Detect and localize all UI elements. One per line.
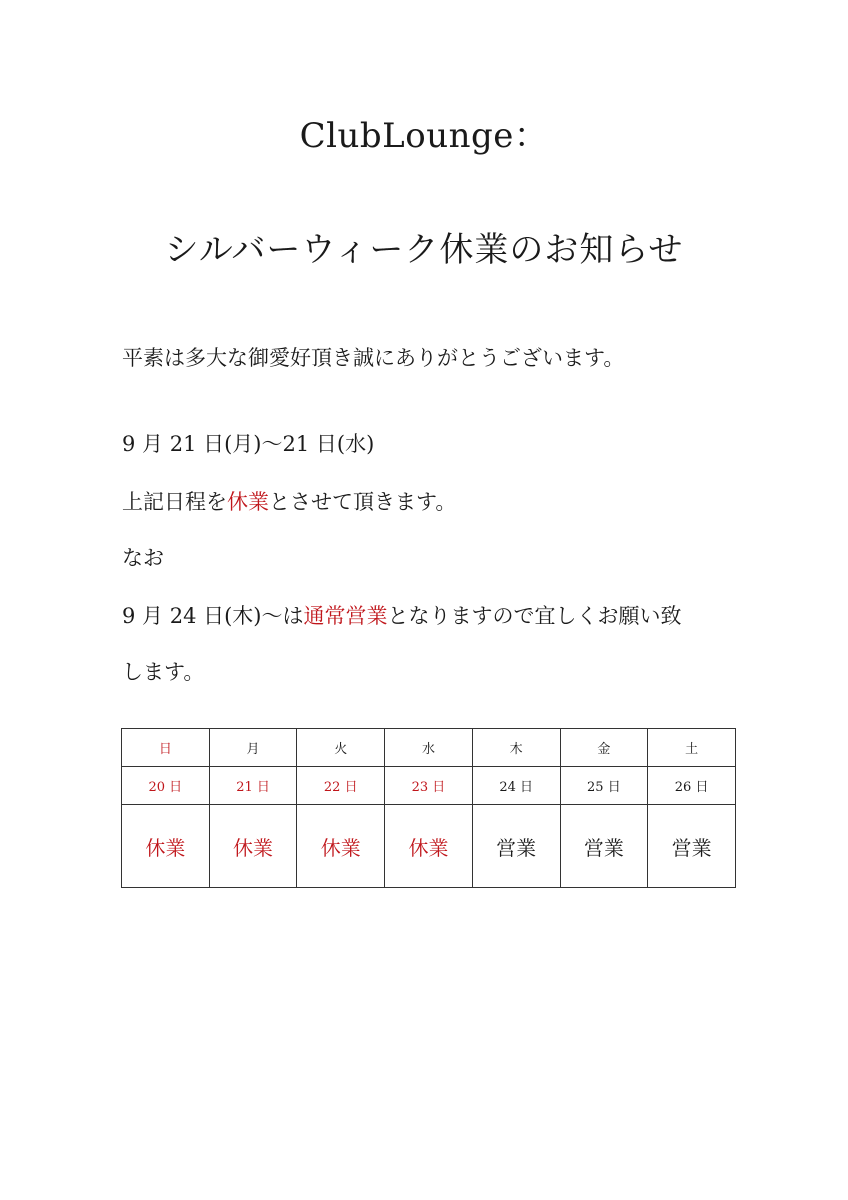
status-row: [122, 805, 736, 888]
status-cell: 休業: [297, 805, 385, 888]
holiday-calendar-table: [121, 728, 736, 888]
greeting-text: 平素は多大な御愛好頂き誠にありがとうございます。: [122, 346, 625, 370]
weekday-row: [122, 729, 736, 767]
resume-suffix: となりますので宜しくお願い致: [387, 604, 682, 628]
weekday-cell: 木: [472, 729, 560, 767]
weekday-cell: 火: [297, 729, 385, 767]
status-cell: 営業: [648, 805, 736, 888]
status-cell: 休業: [122, 805, 210, 888]
resume-notice: [122, 600, 682, 630]
resume-prefix: 9 月 24 日(木)〜は: [122, 604, 304, 628]
status-cell: 休業: [209, 805, 297, 888]
weekday-cell: 水: [385, 729, 473, 767]
date-cell: 26 日: [648, 767, 736, 805]
closure-notice: [122, 486, 456, 516]
date-cell: 21 日: [209, 767, 297, 805]
date-range-text: 9 月 21 日(月)〜21 日(水): [122, 432, 375, 456]
closure-suffix: とさせて頂きます。: [269, 490, 457, 514]
page-subtitle: シルバーウィーク休業のお知らせ: [164, 230, 684, 270]
date-cell: 20 日: [122, 767, 210, 805]
note-text: なお: [122, 546, 164, 570]
status-cell: 営業: [560, 805, 648, 888]
weekday-cell: 月: [209, 729, 297, 767]
date-cell: 23 日: [385, 767, 473, 805]
date-cell: 25 日: [560, 767, 648, 805]
date-cell: 24 日: [472, 767, 560, 805]
date-row: [122, 767, 736, 805]
weekday-cell: 金: [560, 729, 648, 767]
status-cell: 休業: [385, 805, 473, 888]
weekday-cell: 日: [122, 729, 210, 767]
closure-prefix: 上記日程を: [122, 490, 227, 514]
resume-highlight: 通常営業: [303, 604, 388, 628]
resume-tail: します。: [122, 660, 205, 684]
date-cell: 22 日: [297, 767, 385, 805]
status-cell: 営業: [472, 805, 560, 888]
page-title: ClubLounge：: [299, 116, 549, 156]
weekday-cell: 土: [648, 729, 736, 767]
closure-highlight: 休業: [227, 490, 269, 514]
